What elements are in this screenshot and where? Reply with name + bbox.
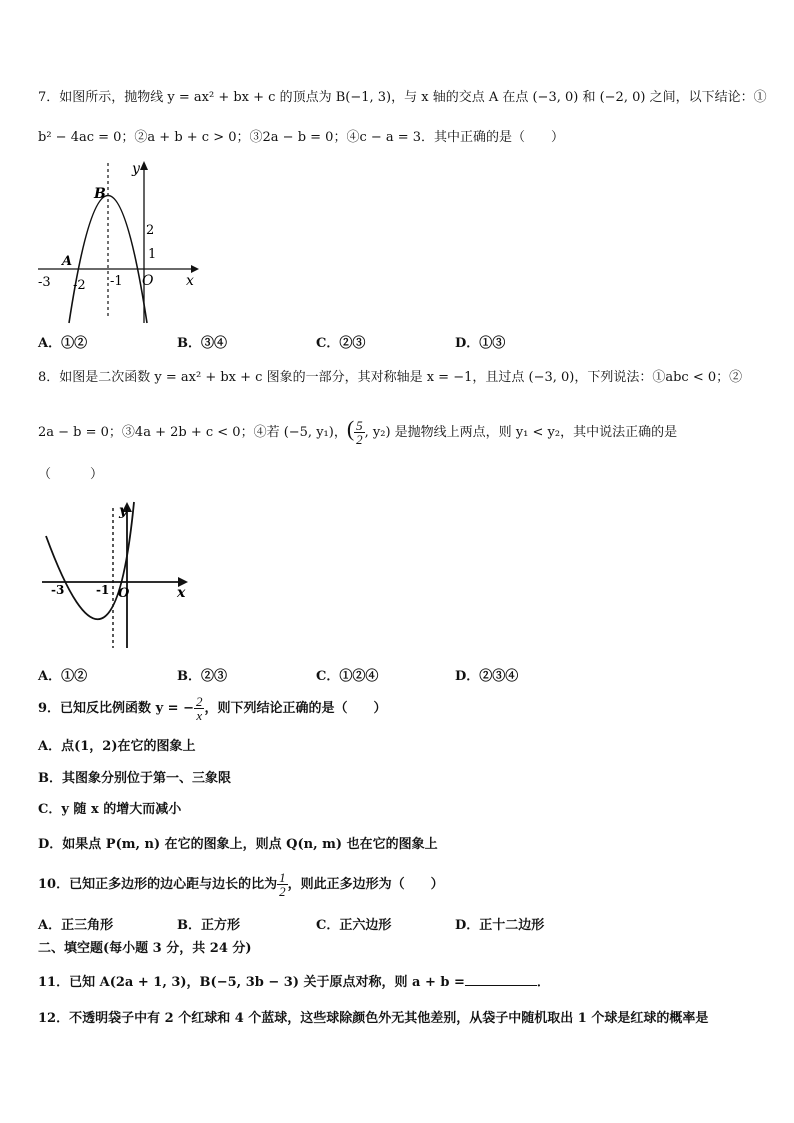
- q10-option-b[interactable]: B．正方形: [177, 918, 240, 933]
- q7-y-arrow: [140, 161, 148, 170]
- q9-fraction: [194, 695, 205, 722]
- q7-label-x: x: [186, 273, 194, 289]
- q11-stem-a: 11．已知 A(2a + 1, 3)，B(−5, 3b − 3) 关于原点对称，则 a + b =: [38, 975, 465, 990]
- q7-tick-neg1: -1: [110, 274, 123, 289]
- q10-option-c[interactable]: C．正六边形: [316, 918, 392, 933]
- q7-label-A: A: [62, 254, 73, 269]
- q7-tick-neg2: -2: [73, 278, 86, 293]
- q10-stem-a: 10．已知正多边形的边心距与边长的比为: [38, 877, 278, 892]
- q9-fraction-den: x: [196, 708, 203, 723]
- q9-stem: [38, 692, 386, 726]
- q7-option-d[interactable]: D．①③: [455, 336, 506, 351]
- q10-stem: [38, 868, 444, 902]
- q11-answer-blank[interactable]: [465, 973, 537, 986]
- q7-option-a[interactable]: A．①②: [38, 336, 88, 351]
- q8-parabola-figure: [40, 498, 200, 654]
- q11-stem: [38, 973, 550, 992]
- q7-option-b[interactable]: B．③④: [177, 336, 227, 351]
- q8-option-b[interactable]: B．②③: [177, 669, 227, 684]
- q8-option-d[interactable]: D．②③④: [455, 669, 519, 684]
- q9-stem-a: 9．已知反比例函数 y = −: [38, 701, 194, 716]
- q10-options: [38, 914, 758, 933]
- q9-stem-b: ，则下列结论正确的是（ ）: [204, 701, 387, 716]
- q8-option-a[interactable]: A．①②: [38, 669, 88, 684]
- q8-fraction: [354, 419, 365, 446]
- q9-option-c[interactable]: C．y 随 x 的增大而减小: [38, 802, 182, 817]
- q10-fraction-den: 2: [279, 884, 286, 899]
- q9-fraction-num: 2: [195, 694, 203, 709]
- section-heading-fill-in: 二、填空题(每小题 3 分，共 24 分): [38, 941, 252, 956]
- q8-label-x: x: [177, 585, 186, 601]
- q8-label-O: O: [118, 586, 130, 601]
- q7-tick-1: 1: [148, 247, 157, 262]
- q8-stem-line2b: , y₂) 是抛物线上两点，则 y₁ < y₂，其中说法正确的是: [364, 425, 678, 440]
- q9-option-d[interactable]: D．如果点 P(m, n) 在它的图象上，则点 Q(n, m) 也在它的图象上: [38, 837, 438, 852]
- q10-stem-b: ，则此正多边形为（ ）: [287, 877, 444, 892]
- q8-option-c[interactable]: C．①②④: [316, 669, 379, 684]
- q8-stem-line2: 2a − b = 0；③4a + 2b + c < 0；④若 (−5, y₁)，( $\frac{5}{2}$ , y₂) 是抛物线上两点，则 y₁ < y₂，其中说法正确的是: [38, 416, 678, 447]
- q7-label-y: y: [132, 161, 140, 177]
- q9-option-a[interactable]: A．点(1，2)在它的图象上: [38, 739, 196, 754]
- q7-label-O: O: [142, 273, 154, 289]
- q9-option-b[interactable]: B．其图象分别位于第一、三象限: [38, 771, 231, 786]
- q7-tick-2: 2: [146, 223, 155, 238]
- q7-parabola-figure: [36, 158, 206, 326]
- q8-options: [38, 665, 758, 684]
- q7-stem-line1: 7．如图所示，抛物线 y = ax² + bx + c 的顶点为 B(−1, 3)，与 x 轴的交点 A 在点 (−3, 0) 和 (−2, 0) 之间，以下结论：①: [38, 90, 767, 105]
- q8-parabola-curve: [46, 502, 134, 619]
- q10-option-d[interactable]: D．正十二边形: [455, 918, 545, 933]
- q8-stem-line3: （ ）: [38, 467, 104, 482]
- q7-option-c[interactable]: C．②③: [316, 336, 366, 351]
- q11-stem-b: ．: [536, 975, 550, 990]
- q8-stem-line2a: 2a − b = 0；③4a + 2b + c < 0；④若 (−5, y₁)，: [38, 425, 347, 440]
- q7-label-B: B: [94, 186, 106, 202]
- q8-tick-neg1: -1: [96, 583, 110, 597]
- q8-fraction-den: 2: [356, 432, 363, 447]
- q10-fraction-num: 1: [279, 870, 286, 885]
- q8-stem-line1: 8．如图是二次函数 y = ax² + bx + c 图象的一部分，其对称轴是 x = −1，且过点 (−3, 0)，下列说法：①abc < 0；②: [38, 370, 743, 385]
- q10-option-a[interactable]: A．正三角形: [38, 918, 114, 933]
- q8-tick-neg3: -3: [51, 583, 65, 597]
- q7-tick-neg3: -3: [38, 275, 51, 290]
- q7-options: [38, 332, 758, 351]
- q7-x-arrow: [191, 265, 199, 273]
- q8-fraction-num: 5: [356, 418, 363, 433]
- q7-stem-line2: b² − 4ac = 0；②a + b + c > 0；③2a − b = 0；④c − a = 3．其中正确的是（ ）: [38, 130, 565, 145]
- q12-stem: 12．不透明袋子中有 2 个红球和 4 个蓝球，这些球除颜色外无其他差别，从袋子中随机取出 1 个球是红球的概率是: [38, 1011, 709, 1026]
- q8-label-y: y: [119, 503, 128, 519]
- q10-fraction: [277, 871, 288, 898]
